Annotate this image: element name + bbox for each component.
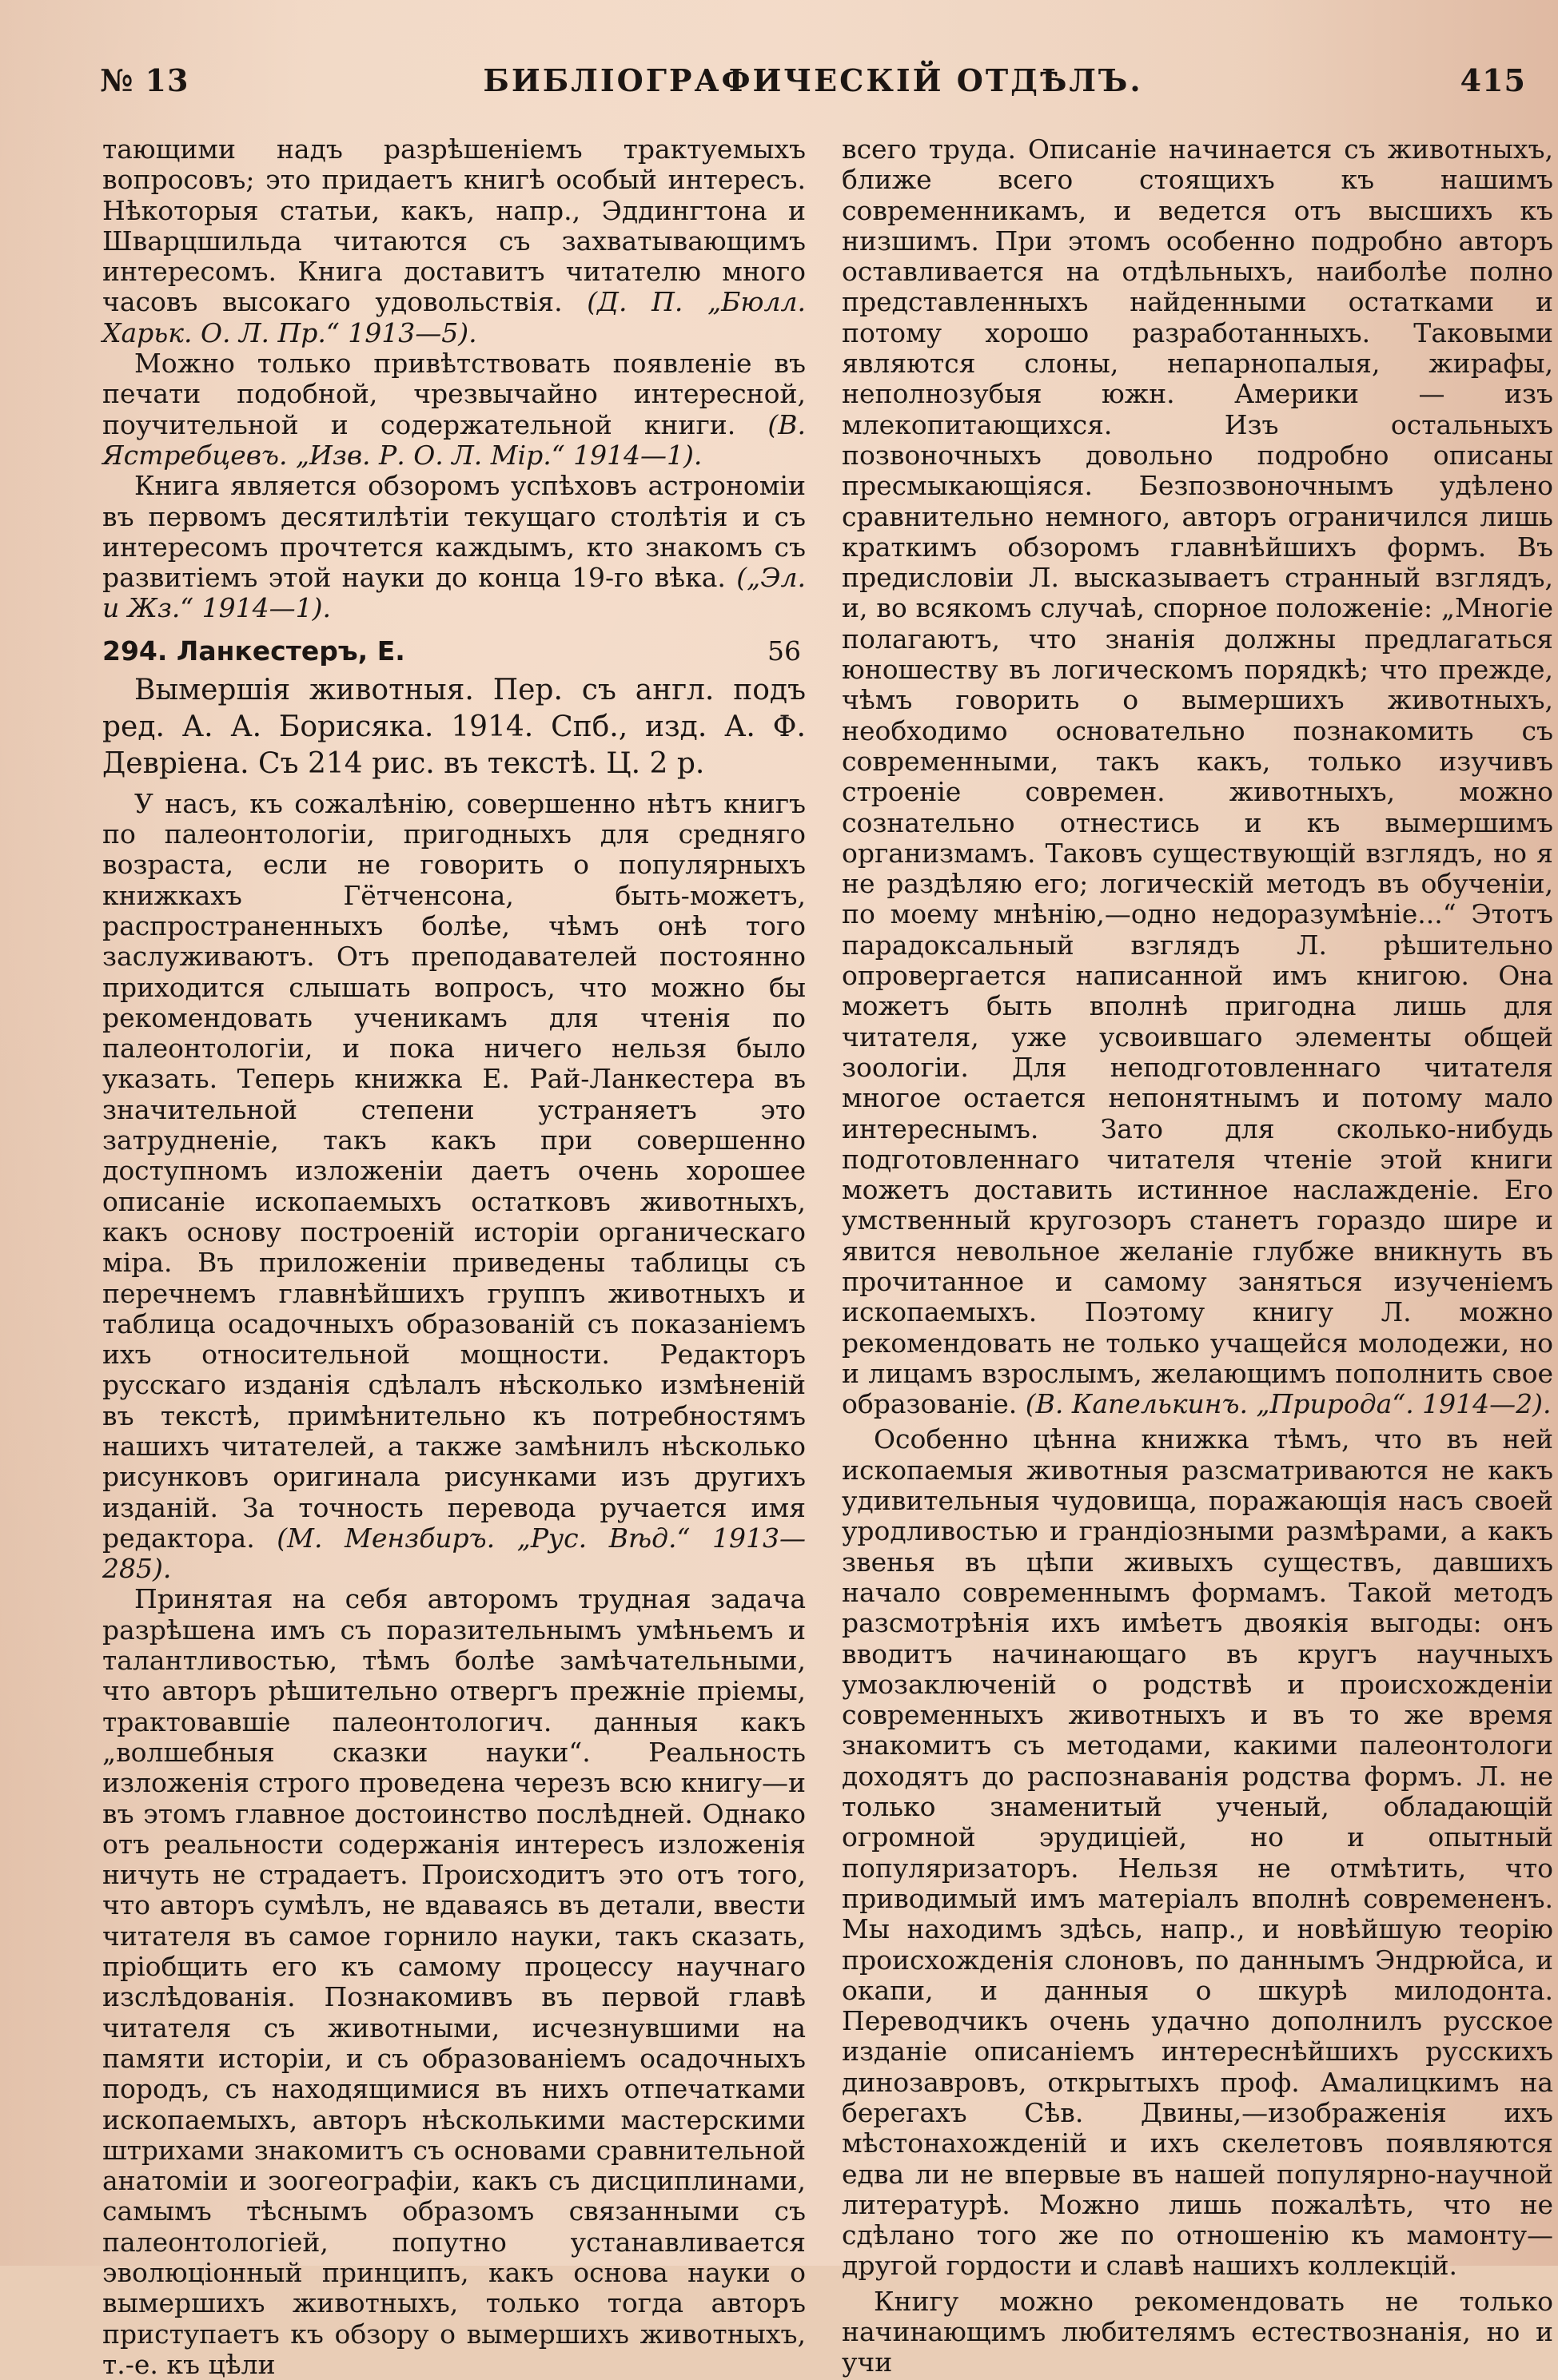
section-title: БИБЛIОГРАФИЧЕСКIЙ ОТДѢЛЪ.: [483, 62, 1143, 98]
review-citation: („Эл. и Жз.“ 1914—1).: [102, 562, 806, 624]
book-entry-heading: [102, 631, 806, 672]
review-paragraph: Особенно цѣнна книжка тѣмъ, что въ ней ископаемыя животныя разсматриваются не какъ удивительныя чудовища, поражающiя насъ своей уродливостью и грандiозными размѣрами, а какъ звенья въ цѣпи живыхъ существъ, давшихъ начало современнымъ формамъ. Такой методъ разсмотрѣнiя ихъ имѣетъ двоякiя выгоды: онъ вводитъ начинающаго въ кругъ научныхъ умозаключенiй о родствѣ и происхожденiи современныхъ животныхъ и въ то же время знакомитъ съ методами, какими палеонтологи доходятъ до распознаванiя родства формъ. Л. не только знаменитый ученый, обладающiй огромной эрудицiей, но и опытный популяризаторъ. Нельзя не отмѣтить, что приводимый имъ матерiалъ вполнѣ современенъ. Мы находимъ здѣсь, напр., и новѣйшую теорiю происхожденiя слоновъ, по даннымъ Эндрюйса, и окапи, и данныя о шкурѣ милодонта. Переводчикъ очень удачно дополнилъ русское изданiе описанiемъ интереснѣйшихъ русскихъ динозавровъ, открытыхъ проф. Амалицкимъ на берегахъ Сѣв. Двины,—изображенiя ихъ мѣстонахожденiй и ихъ скелетовъ появляются едва ли не впервые въ нашей популярно-научной литературѣ. Можно лишь пожалѣть, что не сдѣлано того же по отношенiю къ мамонту—другой гордости и славѣ нашихъ коллекцiй.: [842, 1423, 1553, 2282]
review-paragraph: тающими надъ разрѣшенiемъ трактуемыхъ вопросовъ; это придаетъ книгѣ особый интересъ. Нѣкоторыя статьи, какъ, напр., Эддингтона и Шварцшильда читаются съ захватывающимъ интересомъ. Книга доставитъ читателю много часовъ высокаго удовольствiя. (Д. П. „Бюлл. Харьк. О. Л. Пр.“ 1913—5).: [102, 133, 806, 348]
review-paragraph: Книгу можно рекомендовать не только начинающимъ любителямъ естествознанiя, но и учи: [842, 2285, 1553, 2378]
review-paragraph: всего труда. Описанiе начинается съ животныхъ, ближе всего стоящихъ къ нашимъ современникамъ, и ведется отъ высшихъ къ низшимъ. При этомъ особенно подробно авторъ оставливается на отдѣльныхъ, наиболѣе полно представленныхъ найденными остатками и потому хорошо разработанныхъ. Таковыми являются слоны, непарнопалыя, жирафы, неполнозубыя южн. Америки — изъ млекопитающихся. Изъ остальныхъ позвоночныхъ довольно подробно описаны пресмыкающiяся. Безпозвоночнымъ удѣлено сравнительно немного, авторъ ограничился лишь краткимъ обзоромъ главнѣйшихъ формъ. Въ предисловiи Л. высказываетъ странный взглядъ, и, во всякомъ случаѣ, спорное положенiе: „Многiе полагаютъ, что знанiя должны предлагаться юношеству въ логическомъ порядкѣ; что прежде, чѣмъ говорить о вымершихъ животныхъ, необходимо основательно познакомить съ современными, такъ какъ, только изучивъ строенiе современ. животныхъ, можно сознательно отнестись и къ вымершимъ организмамъ. Таковъ существующiй взглядъ, но я не раздѣляю его; логическiй методъ въ обученiи, по моему мнѣнiю,—одно недоразумѣнiе...“ Этотъ парадоксальный взглядъ Л. рѣшительно опровергается написанной имъ книгою. Она можетъ быть вполнѣ пригодна лишь для читателя, уже усвоившаго элементы общей зоологiи. Для неподготовленнаго читателя многое остается непонятнымъ и потому мало интереснымъ. Зато для сколько-нибудь подготовленнаго читателя чтенiе этой книги можетъ доставить истинное наслажденiе. Его умственный кругозоръ станетъ гораздо шире и явится невольное желанiе глубже вникнуть въ прочитанное и самому заняться изученiемъ ископаемыхъ. Поэтому книгу Л. можно рекомендовать не только учащейся молодежи, но и лицамъ взрослымъ, желающимъ пополнить свое образованiе. (В. Капелькинъ. „Природа“. 1914—2).: [842, 133, 1553, 1420]
review-paragraph: У насъ, къ сожалѣнiю, совершенно нѣтъ книгъ по палеонтологiи, пригодныхъ для средняго возраста, если не говорить о популярныхъ книжкахъ Гётченсона, быть-можетъ, распространенныхъ болѣе, чѣмъ онѣ того заслуживаютъ. Отъ преподавателей постоянно приходится слышать вопросъ, что можно бы рекомендовать ученикамъ для чтенiя по палеонтологiи, и пока ничего нельзя было указать. Теперь книжка Е. Рай-Ланкестера въ значительной степени устраняетъ это затрудненiе, такъ какъ при совершенно доступномъ изложенiи даетъ очень хорошее описанiе ископаемыхъ остатковъ животныхъ, какъ основу построенiй исторiи органическаго мiра. Въ приложенiи приведены таблицы съ перечнемъ главнѣйшихъ группъ животныхъ и таблица осадочныхъ образованiй съ показанiемъ ихъ относительной мощности. Редакторъ русскаго изданiя сдѣлалъ нѣсколько измѣненiй въ текстѣ, примѣнительно къ потребностямъ нашихъ читателей, а также замѣнилъ нѣсколько рисунковъ оригинала рисунками изъ другихъ изданiй. За точность перевода ручается имя редактора. (М. Мензбиръ. „Рус. Вѣд.“ 1913—285).: [102, 787, 806, 1585]
entry-code: 56: [767, 635, 801, 667]
running-header: [100, 62, 1526, 110]
review-citation: (М. Мензбиръ. „Рус. Вѣд.“ 1913—285).: [102, 1522, 806, 1585]
review-paragraph: Можно только привѣтствовать появленiе въ печати подобной, чрезвычайно интересной, поучительной и содержательной книги. (В. Ястребцевъ. „Изв. Р. О. Л. Мiр.“ 1914—1).: [102, 348, 806, 471]
review-paragraph: Книга является обзоромъ успѣховъ астрономiи въ первомъ десятилѣтiи текущаго столѣтiя и съ интересомъ прочтется каждымъ, кто знакомъ съ развитiемъ этой науки до конца 19-го вѣка. („Эл. и Жз.“ 1914—1).: [102, 470, 806, 624]
book-description: Вымершiя животныя. Пер. съ англ. подъ ред. А. А. Борисяка. 1914. Спб., изд. А. Ф. Девріена. Съ 214 рис. въ текстѣ. Ц. 2 р.: [102, 673, 806, 780]
entry-number: 294.: [102, 635, 168, 667]
review-paragraph: Принятая на себя авторомъ трудная задача разрѣшена имъ съ поразительнымъ умѣньемъ и талантливостью, тѣмъ болѣе замѣчательными, что авторъ рѣшительно отвергъ прежнiе прiемы, трактовавшiе палеонтологич. данныя какъ „волшебныя сказки науки“. Реальность изложенiя строго проведена черезъ всю книгу—и въ этомъ главное достоинство послѣдней. Однако отъ реальности содержанiя интересъ изложенiя ничуть не страдаетъ. Происходитъ это отъ того, что авторъ сумѣлъ, не вдаваясь въ детали, ввести читателя въ самое горнило науки, такъ сказать, прiобщить его къ самому процессу научнаго изслѣдованiя. Познакомивъ въ первой главѣ читателя съ животными, исчезнувшими на памяти исторiи, и съ образованiемъ осадочныхъ породъ, съ находящимися въ нихъ отпечатками ископаемыхъ, авторъ нѣсколькими мастерскими штрихами знакомитъ съ основами сравнительной анатомiи и зоогеографiи, какъ съ дисциплинами, самымъ тѣснымъ образомъ связанными съ палеонтологiей, попутно устанавливается эволюцiонный принципъ, какъ основа науки о вымершихъ животныхъ, только тогда авторъ приступаетъ къ обзору о вымершихъ животныхъ, т.-е. къ цѣли: [102, 1583, 806, 2380]
review-citation: (В. Капелькинъ. „Природа“. 1914—2).: [1025, 1388, 1552, 1420]
right-column: [842, 134, 1553, 2378]
page-number: 415: [1460, 62, 1526, 98]
entry-author: Ланкестеръ, Е.: [176, 635, 405, 667]
review-citation: (Д. П. „Бюлл. Харьк. О. Л. Пр.“ 1913—5).: [102, 286, 806, 348]
review-citation: (В. Ястребцевъ. „Изв. Р. О. Л. Мiр.“ 1914—1).: [102, 408, 806, 471]
issue-number: № 13: [100, 62, 189, 98]
left-column: [102, 134, 806, 2380]
